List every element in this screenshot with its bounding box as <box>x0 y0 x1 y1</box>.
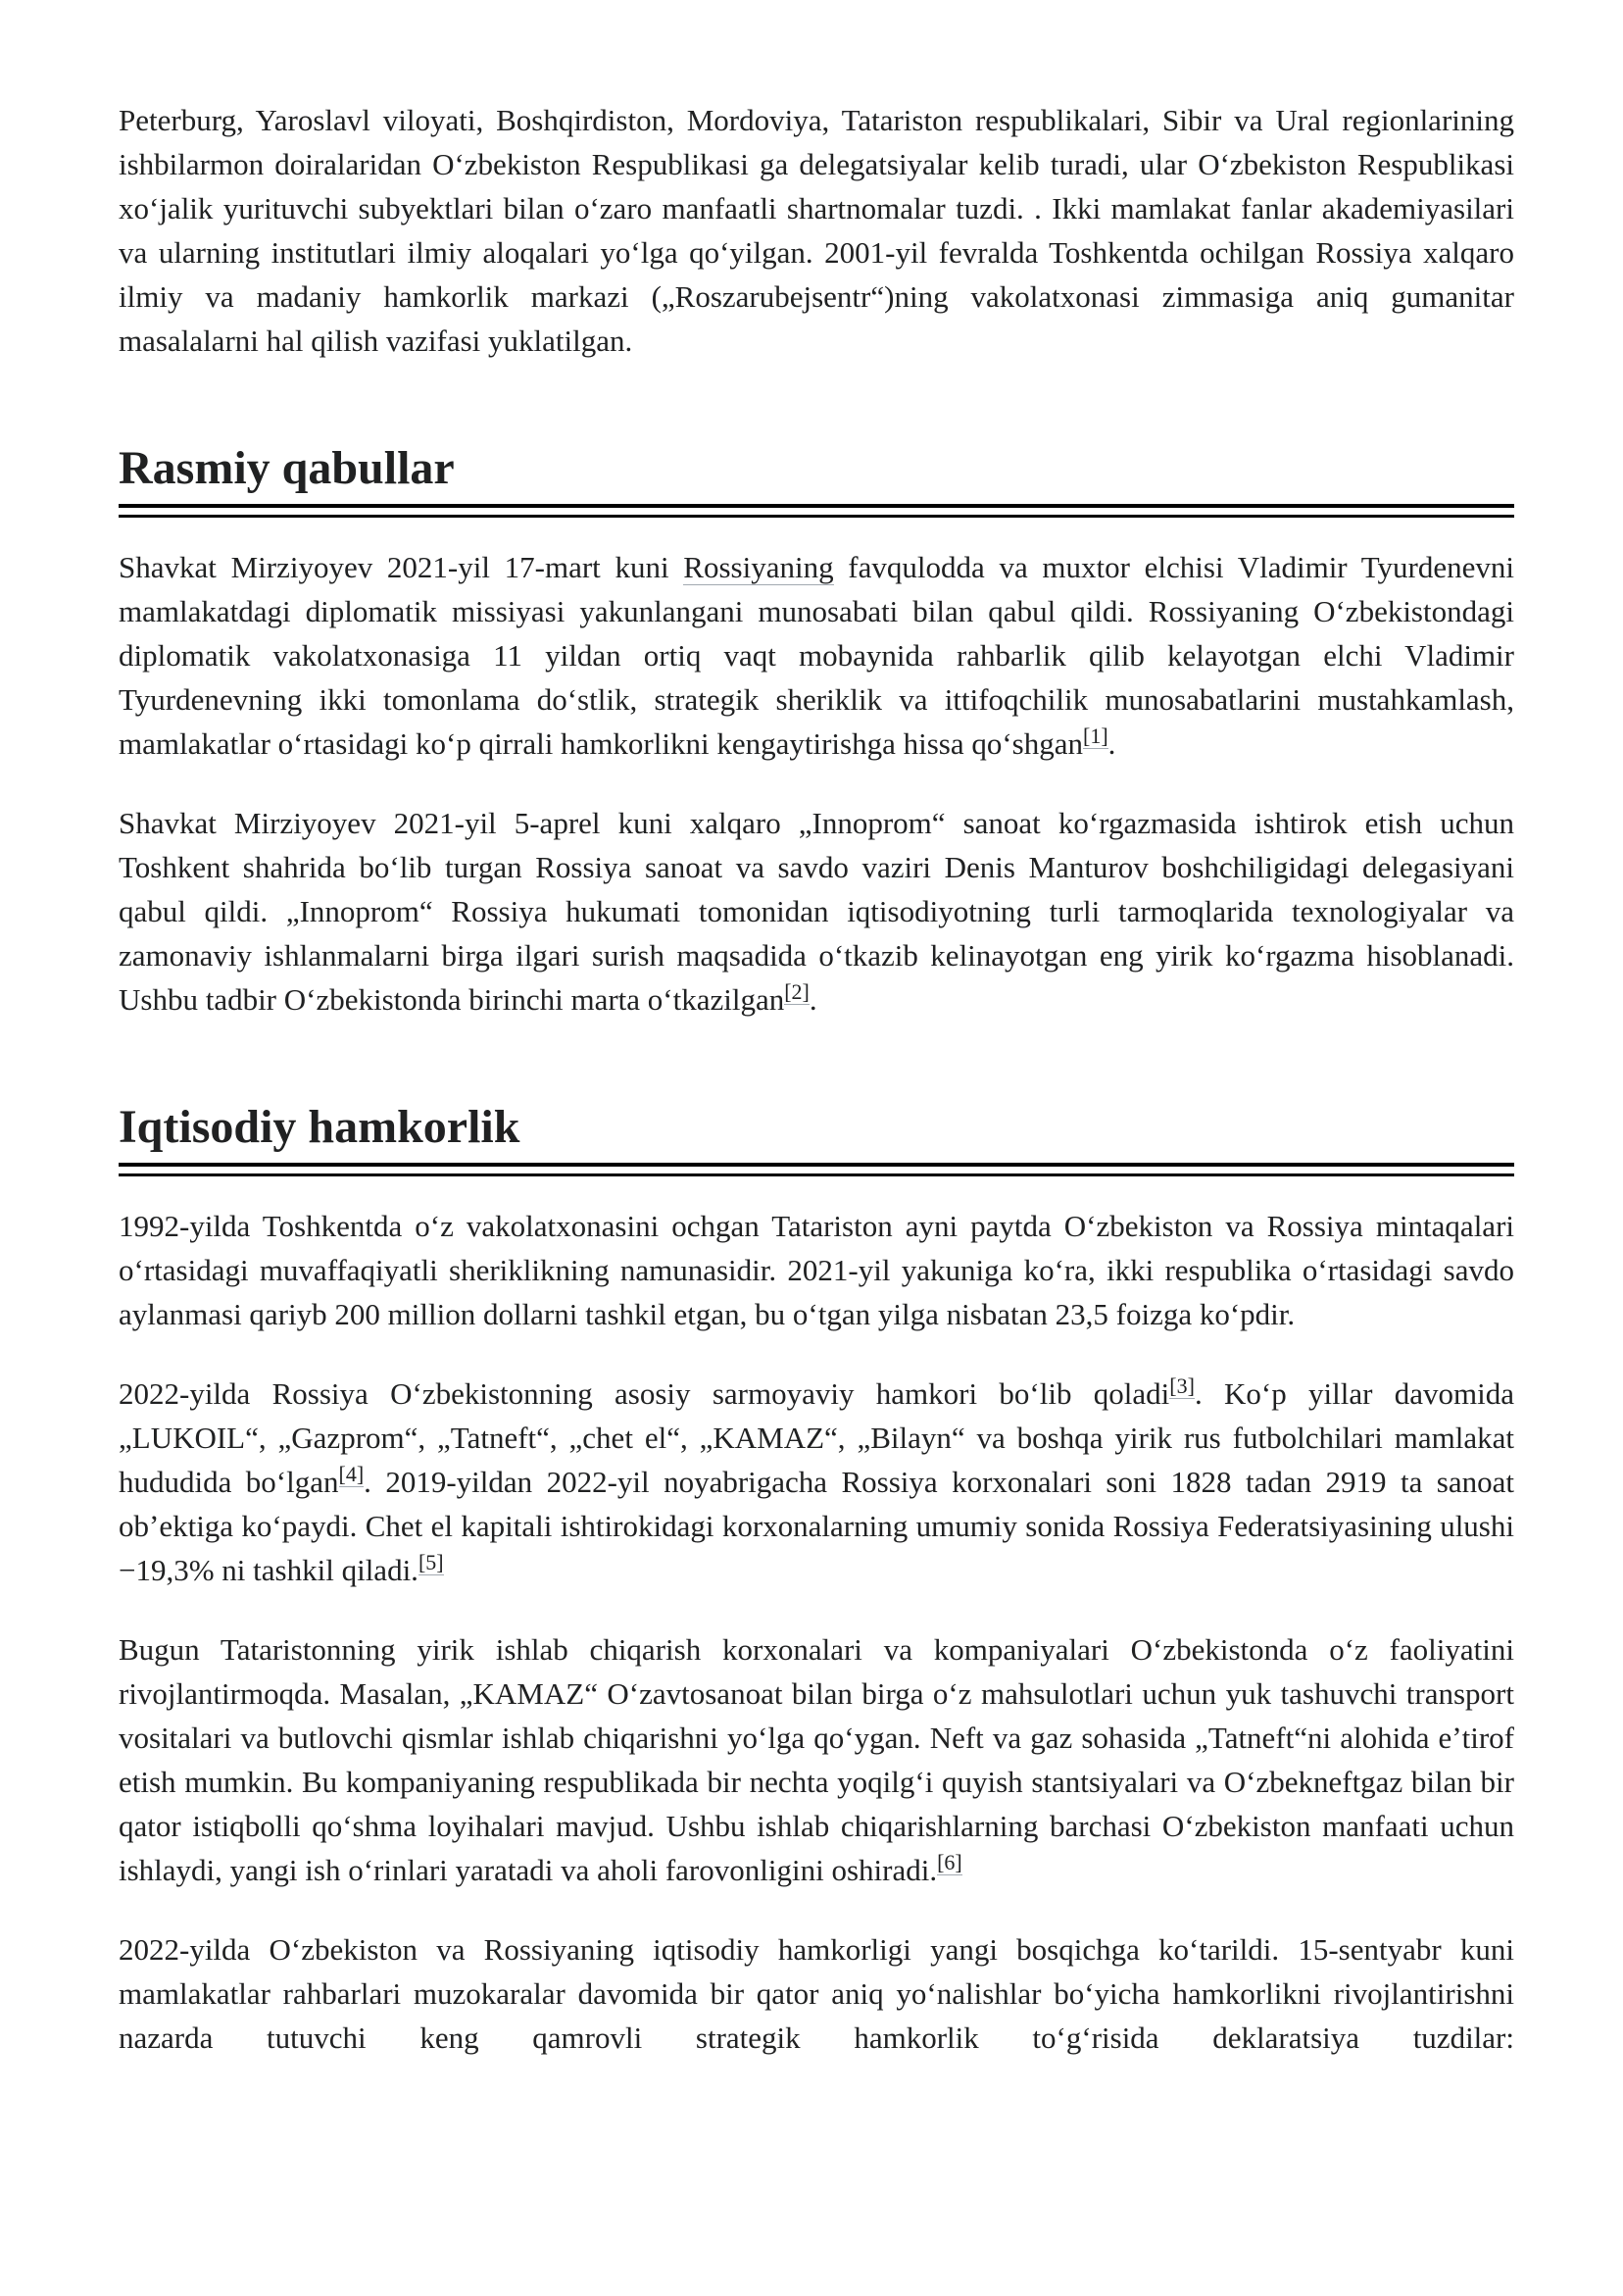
article-body <box>119 98 1514 2060</box>
reference-1-link[interactable]: [1] <box>1083 723 1108 748</box>
paragraph-text: . 2019-yildan 2022-yil noyabrigacha Rossiya korxonalari soni 1828 tadan 2919 ta sanoat obʼektiga koʻpaydi. Chet el kapitali ishtirokidagi korxonalarning umumiy sonida Rossiya Federatsiyasining ulushi −19,3% ni tashkil qiladi. <box>119 1465 1514 1587</box>
paragraph-2022-hamkorlik: 2022-yilda Oʻzbekiston va Rossiyaning iqtisodiy hamkorligi yangi bosqichga koʻtarildi. 15-sentyabr kuni mamlakatlar rahbarlari muzokaralar davomida bir qator aniq yoʻnalishlar boʻyicha hamkorlikni rivojlantirishni nazarda tutuvchi keng qamrovli strategik hamkorlik toʻgʻrisida deklaratsiya tuzdilar: <box>119 1932 1514 2055</box>
section-iqtisodiy-hamkorlik <box>119 1100 1514 2060</box>
reference-2-link[interactable]: [2] <box>784 978 810 1004</box>
paragraph-tatariston-korxonalari <box>119 1627 1514 1892</box>
section-heading-iqtisodiy-hamkorlik: Iqtisodiy hamkorlik <box>119 1100 1514 1167</box>
paragraph-mirziyoyev-tyurdenev: Shavkat Mirziyoyev 2021-yil 17-mart kuni Rossiyaning favqulodda va muxtor elchisi Vladimir Tyurdenevni mamlakatdagi diplomatik missiyasi yakunlangani munosabati bilan qabul qildi. Rossiyaning Oʻzbekistondagi diplomatik vakolatxonasiga 11 yildan ortiq vaqt mobaynida rahbarlik qilib kelayotgan elchi Vladimir Tyurdenevning ikki tomonlama doʻstlik, strategik sheriklik va ittifoqchilik munosabatlarini mustahkamlash, mamlakatlar oʻrtasidagi koʻp qirrali hamkorlikni kengaytirishga hissa qoʻshgan[1]. <box>119 550 1514 761</box>
section-rasmiy-qabullar <box>119 441 1514 1022</box>
paragraph-text: Bugun Tataristonning yirik ishlab chiqarish korxonalari va kompaniyalari Oʻzbekistonda oʻz faoliyatini rivojlantirmoqda. Masalan, „KAMAZ“ Oʻzavtosanoat bilan birga oʻz mahsulotlari uchun yuk tashuvchi transport vositalari va butlovchi qismlar ishlab chiqarishni yoʻlga qoʻygan. Neft va gaz sohasida „Tatneft“ni alohida eʼtirof etish mumkin. Bu kompaniyaning respublikada bir nechta yoqilgʻi quyish stantsiyalari va Oʻzbekneftgaz bilan bir qator istiqbolli qoʻshma loyihalari mavjud. Ushbu ishlab chiqarishlarning barchasi Oʻzbekiston manfaati uchun ishlaydi, yangi ish oʻrinlari yaratadi va aholi farovonligini oshiradi. <box>119 1632 1514 1887</box>
reference-3-link[interactable]: [3] <box>1169 1373 1195 1398</box>
intro-paragraph: Peterburg, Yaroslavl viloyati, Boshqirdiston, Mordoviya, Tatariston respublikalari, Sibir va Ural regionlarining ishbilarmon doiralaridan Oʻzbekiston Respublikasi ga delegatsiyalar kelib turadi, ular Oʻzbekiston Respublikasi xoʻjalik yurituvchi subyektlari bilan oʻzaro manfaatli shartnomalar tuzdi. . Ikki mamlakat fanlar akademiyasilari va ularning institutlari ilmiy aloqalari yoʻlga qoʻyilgan. 2001-yil fevralda Toshkentda ochilgan Rossiya xalqaro ilmiy va madaniy hamkorlik markazi („Roszarubejsentr“)ning vakolatxonasi zimmasiga aniq gumanitar masalalarni hal qilish vazifasi yuklatilgan. <box>119 103 1514 358</box>
reference-6-link[interactable]: [6] <box>937 1849 962 1874</box>
paragraph-text: Shavkat Mirziyoyev 2021-yil 5-aprel kuni xalqaro „Innoprom“ sanoat koʻrgazmasida ishtirok etish uchun Toshkent shahrida boʻlib turgan Rossiya sanoat va savdo vaziri Denis Manturov boshchiligidagi delegasiyani qabul qildi. „Innoprom“ Rossiya hukumati tomonidan iqtisodiyotning turli tarmoqlarida texnologiyalar va zamonaviy ishlanmalarni birga ilgari surish maqsadida oʻtkazib kelinayotgan eng yirik koʻrgazma hisoblanadi. Ushbu tadbir Oʻzbekistonda birinchi marta oʻtkazilgan <box>119 806 1514 1017</box>
paragraph-text: . Koʻp yillar davomida „LUKOIL“, „Gazprom“, „Tatneft“, „chet el“, „KAMAZ“, „Bilayn“ va boshqa yirik rus futbolchilari mamlakat hududida boʻlgan <box>119 1376 1514 1499</box>
paragraph-sarmoyaviy-hamkor <box>119 1372 1514 1592</box>
paragraph-text: favqulodda va muxtor elchisi Vladimir Tyurdenevni mamlakatdagi diplomatik missiyasi yakunlangani munosabati bilan qabul qildi. Rossiyaning Oʻzbekistondagi diplomatik vakolatxonasiga 11 yildan ortiq vaqt mobaynida rahbarlik qilib kelayotgan elchi Vladimir Tyurdenevning ikki tomonlama doʻstlik, strategik sheriklik va ittifoqchilik munosabatlarini mustahkamlash, mamlakatlar oʻrtasidagi koʻp qirrali hamkorlikni kengaytirishga hissa qoʻshgan <box>119 550 1514 761</box>
paragraph-text: Shavkat Mirziyoyev 2021-yil 17-mart kuni <box>119 550 684 584</box>
paragraph-innoprom: Shavkat Mirziyoyev 2021-yil 5-aprel kuni xalqaro „Innoprom“ sanoat koʻrgazmasida ishtirok etish uchun Toshkent shahrida boʻlib turgan Rossiya sanoat va savdo vaziri Denis Manturov boshchiligidagi delegasiyani qabul qildi. „Innoprom“ Rossiya hukumati tomonidan iqtisodiyotning turli tarmoqlarida texnologiyalar va zamonaviy ishlanmalarni birga ilgari surish maqsadida oʻtkazib kelinayotgan eng yirik koʻrgazma hisoblanadi. Ushbu tadbir Oʻzbekistonda birinchi marta oʻtkazilgan[2]. <box>119 806 1514 1017</box>
section-heading-rasmiy-qabullar: Rasmiy qabullar <box>119 441 1514 508</box>
paragraph-tatariston-1992: 1992-yilda Toshkentda oʻz vakolatxonasini ochgan Tatariston ayni paytda Oʻzbekiston va Rossiya mintaqalari oʻrtasidagi muvaffaqiyatli sheriklikning namunasidir. 2021-yil yakuniga koʻra, ikki respublika oʻrtasidagi savdo aylanmasi qariyb 200 million dollarni tashkil etgan, bu oʻtgan yilga nisbatan 23,5 foizga koʻpdir. <box>119 1209 1514 1331</box>
reference-4-link[interactable]: [4] <box>338 1461 365 1486</box>
rossiyaning-link[interactable]: Rossiyaning <box>683 550 834 584</box>
paragraph-text: 2022-yilda Rossiya Oʻzbekistonning asosiy sarmoyaviy hamkori boʻlib qoladi <box>119 1376 1170 1411</box>
reference-5-link[interactable]: [5] <box>418 1549 444 1574</box>
